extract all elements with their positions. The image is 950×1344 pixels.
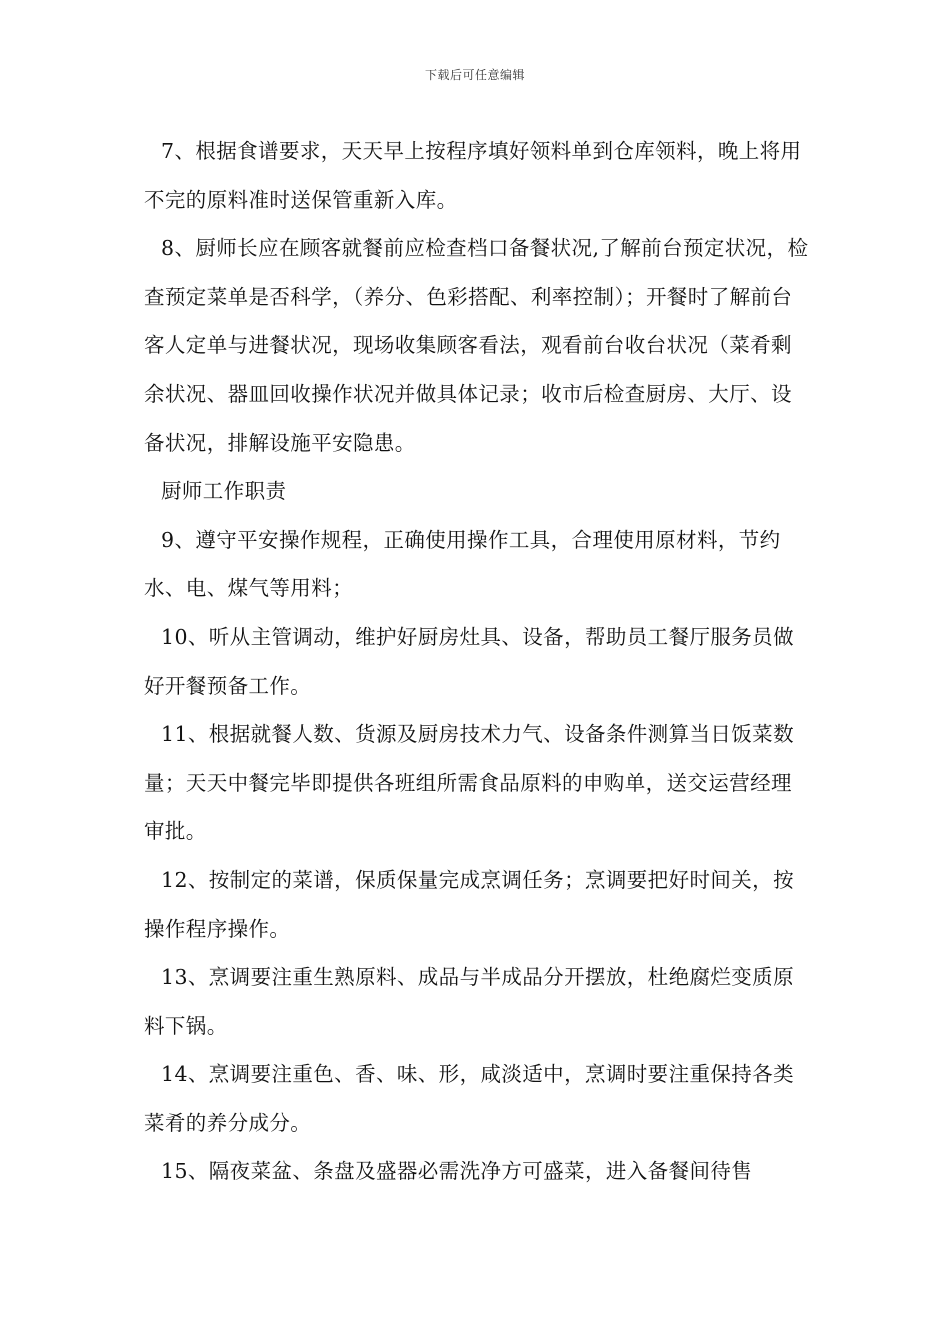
paragraph-8: 8、厨师长应在顾客就餐前应检查档口备餐状况,了解前台预定状况，检查预定菜单是否科学，（养分、色彩搭配、利率控制）；开餐时了解前台客人定单与进餐状况，现场收集顾客看法，观看前台收台状况（菜肴剩余状况、器皿回收操作状况并做具体记录；收市后检查厨房、大厅、设备状况，排解设施平安隐患。 xyxy=(144,236,809,455)
page-header: 下载后可任意编辑 xyxy=(424,68,525,82)
paragraph-11: 11、根据就餐人数、货源及厨房技术力气、设备条件测算当日饭菜数量；天天中餐完毕即提供各班组所需食品原料的申购单，送交运营经理审批。 xyxy=(144,722,794,844)
document-body xyxy=(144,127,812,1196)
paragraph-7: 7、根据食谱要求，天天早上按程序填好领料单到仓库领料，晚上将用不完的原料准时送保管重新入库。 xyxy=(144,139,802,212)
paragraph-13: 13、烹调要注重生熟原料、成品与半成品分开摆放，杜绝腐烂变质原料下锅。 xyxy=(144,965,794,1038)
paragraph-15: 15、隔夜菜盆、条盘及盛器必需洗净方可盛菜，进入备餐间待售 xyxy=(161,1159,753,1184)
paragraph-10: 10、听从主管调动，维护好厨房灶具、设备，帮助员工餐厅服务员做好开餐预备工作。 xyxy=(144,624,794,698)
paragraph-9: 9、遵守平安操作规程，正确使用操作工具，合理使用原材料，节约水、电、煤气等用料； xyxy=(144,527,781,601)
paragraph-14: 14、烹调要注重色、香、味、形，咸淡适中，烹调时要注重保持各类菜肴的养分成分。 xyxy=(144,1062,794,1135)
section-heading-chef-duties: 厨师工作职责 xyxy=(161,479,287,504)
paragraph-12: 12、按制定的菜谱，保质保量完成烹调任务；烹调要把好时间关，按操作程序操作。 xyxy=(144,867,794,941)
